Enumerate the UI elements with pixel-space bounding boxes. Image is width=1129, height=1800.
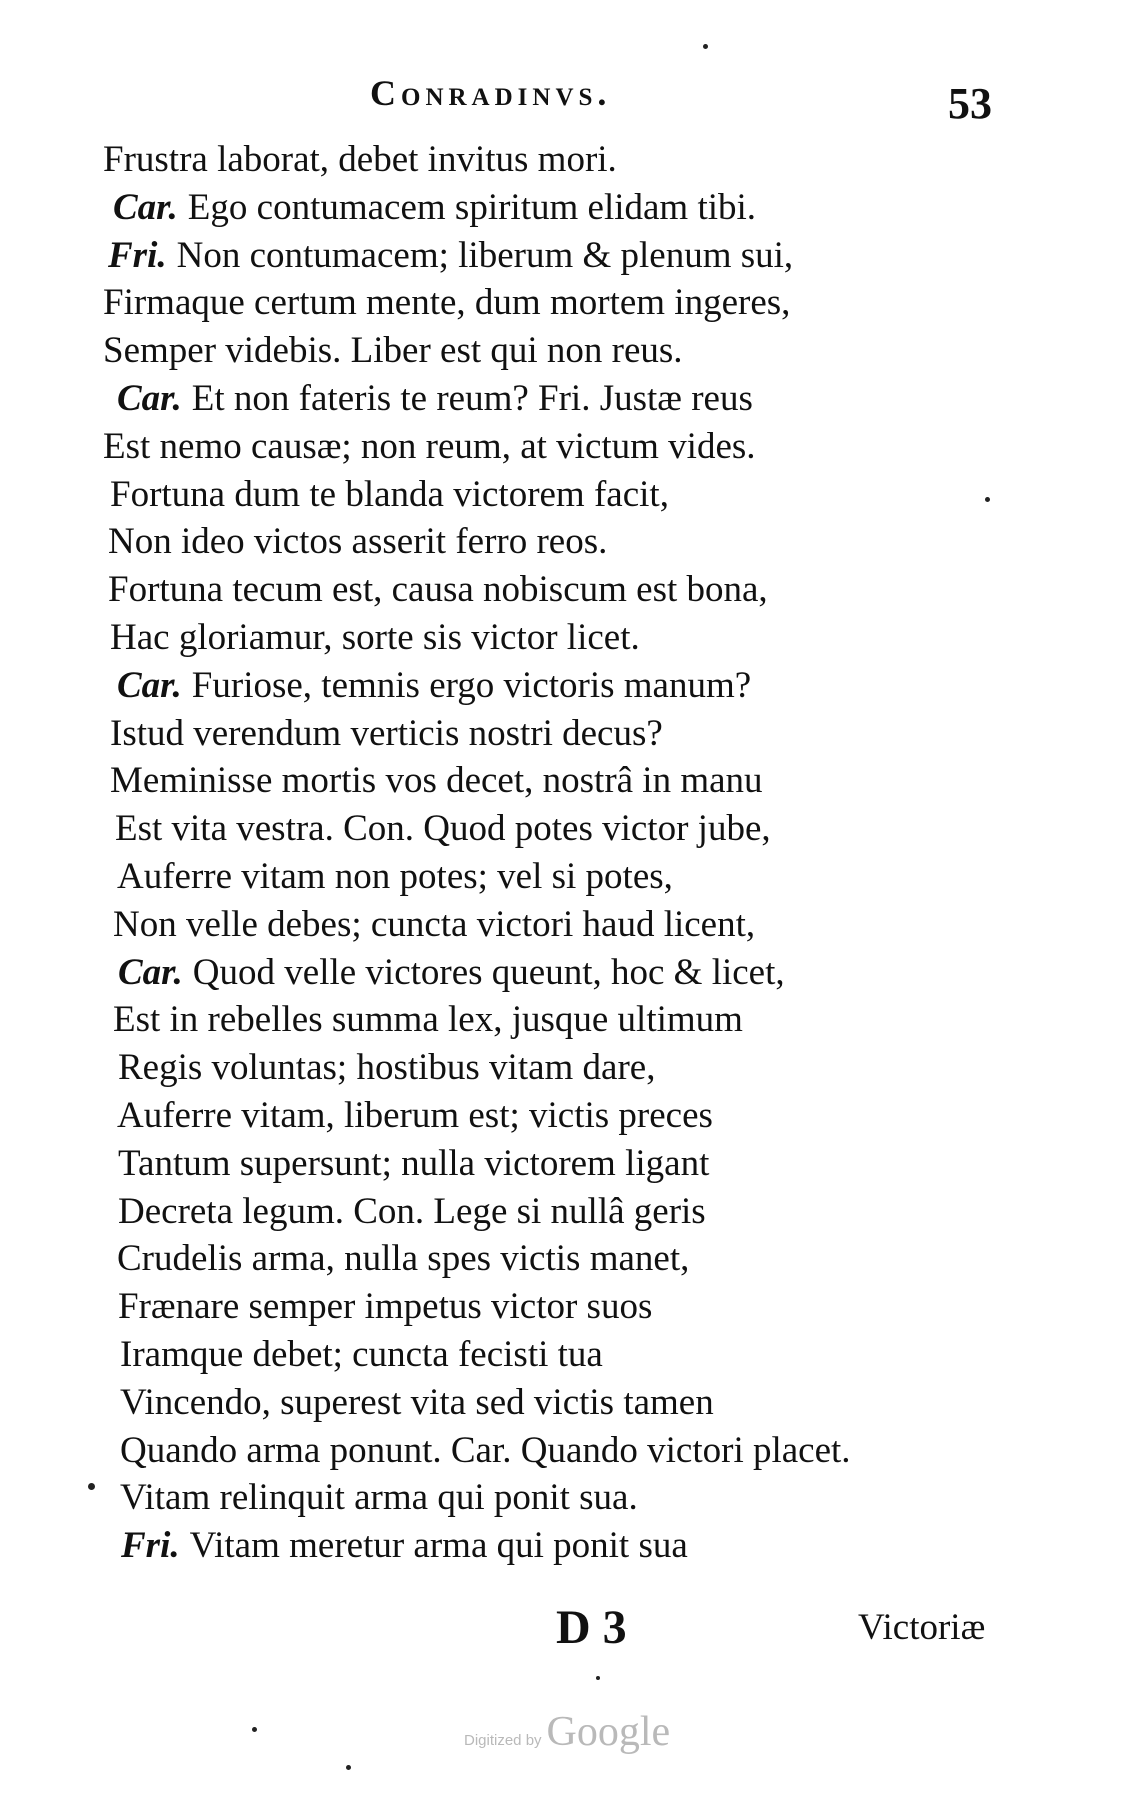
verse-text: Non velle debes; cuncta victori haud licent, [113,903,756,945]
verse-line [117,377,753,421]
verse-text: Et non fateris te reum? Fri. Justæ reus [191,378,753,419]
verse-text: Vitam relinquit arma qui ponit sua. [120,1477,638,1519]
verse-text: Vincendo, superest vita sed victis tamen [120,1381,714,1423]
page-number: 53 [948,79,992,128]
catchword: Victoriæ [858,1607,986,1648]
verse-text: Frustra laborat, debet invitus mori. [103,139,617,180]
verse-text: Crudelis arma, nulla spes victis manet, [117,1238,690,1280]
speaker-abbrev: Car. [117,378,182,419]
verse-text: Istud verendum verticis nostri decus? [110,712,663,754]
verse-line [120,1429,851,1473]
ink-speck [346,1765,351,1770]
verse-line [103,425,756,469]
verse-line [108,568,768,612]
verse-line [103,138,617,182]
verse-text: Est nemo causæ; non reum, at victum vides. [103,425,756,467]
verse-text: Decreta legum. Con. Lege si nullâ geris [118,1190,706,1232]
verse-line [118,1190,706,1234]
ink-speck [703,44,708,49]
verse-text: Non ideo victos asserit ferro reos. [108,521,608,563]
verse-line [110,759,763,803]
speaker-abbrev: Fri. [121,1525,180,1567]
digitized-watermark [464,1708,670,1756]
verse-text: Est vita vestra. Con. Quod potes victor jube, [115,808,771,850]
verse-line [113,903,755,947]
verse-line [121,1524,688,1568]
verse-line [108,520,607,564]
verse-line [110,712,663,756]
verse-text: Furiose, temnis ergo victoris manum? [191,664,752,706]
speaker-abbrev: Fri. [108,234,167,276]
verse-line [117,1094,713,1138]
verse-text: Meminisse mortis vos decet, nostrâ in manu [110,760,763,802]
verse-text: Iramque debet; cuncta fecisti tua [120,1334,603,1375]
verse-line [118,1046,655,1090]
ink-speck [88,1483,95,1490]
watermark-prefix: Digitized by [464,1732,542,1749]
verse-text: Frænare semper impetus victor suos [118,1286,653,1328]
verse-text: Est in rebelles summa lex, jusque ultimum [113,999,743,1041]
verse-text: Non contumacem; liberum & plenum sui, [176,234,794,276]
verse-line [118,1142,709,1186]
speaker-abbrev: Car. [117,664,182,706]
verse-line [117,855,673,899]
verse-text: Quod velle victores queunt, hoc & licet, [192,951,785,993]
ink-speck [252,1727,257,1732]
verse-text: Quando arma ponunt. Car. Quando victori placet. [120,1429,851,1471]
verse-line [103,329,683,373]
verse-text: Tantum supersunt; nulla victorem ligant [118,1142,710,1184]
verse-text: Regis voluntas; hostibus vitam dare, [118,1047,656,1089]
verse-text: Fortuna tecum est, causa nobiscum est bona, [108,569,768,611]
ink-speck [596,1676,600,1680]
speaker-abbrev: Car. [113,186,178,228]
verse-text: Fortuna dum te blanda victorem facit, [110,473,669,515]
verse-line [118,1285,652,1329]
verse-line [120,1381,714,1425]
verse-text: Firmaque certum mente, dum mortem ingeres, [103,282,791,324]
ink-speck [985,497,990,502]
verse-line [117,1237,689,1281]
speaker-abbrev: Car. [118,951,183,993]
verse-line [115,807,771,851]
verse-line [110,616,640,660]
verse-text: Ego contumacem spiritum elidam tibi. [187,186,757,228]
google-logo: Google [546,1709,671,1755]
verse-text: Auferre vitam non potes; vel si potes, [117,856,673,897]
verse-line [108,234,793,278]
verse-text: Hac gloriamur, sorte sis victor licet. [110,617,640,658]
verse-line [120,1476,638,1520]
verse-text: Vitam meretur arma qui ponit sua [189,1525,688,1567]
verse-line [113,998,743,1042]
verse-line [103,281,790,325]
verse-text: Auferre vitam, liberum est; victis preces [117,1095,713,1136]
signature-mark: D 3 [556,1601,627,1654]
running-head-title: Conradinvs. [370,73,612,113]
verse-line [120,1333,603,1377]
verse-line [110,473,669,517]
verse-line [113,186,756,230]
verse-line [117,664,751,708]
verse-text: Semper videbis. Liber est qui non reus. [103,330,683,372]
verse-line [118,951,785,995]
